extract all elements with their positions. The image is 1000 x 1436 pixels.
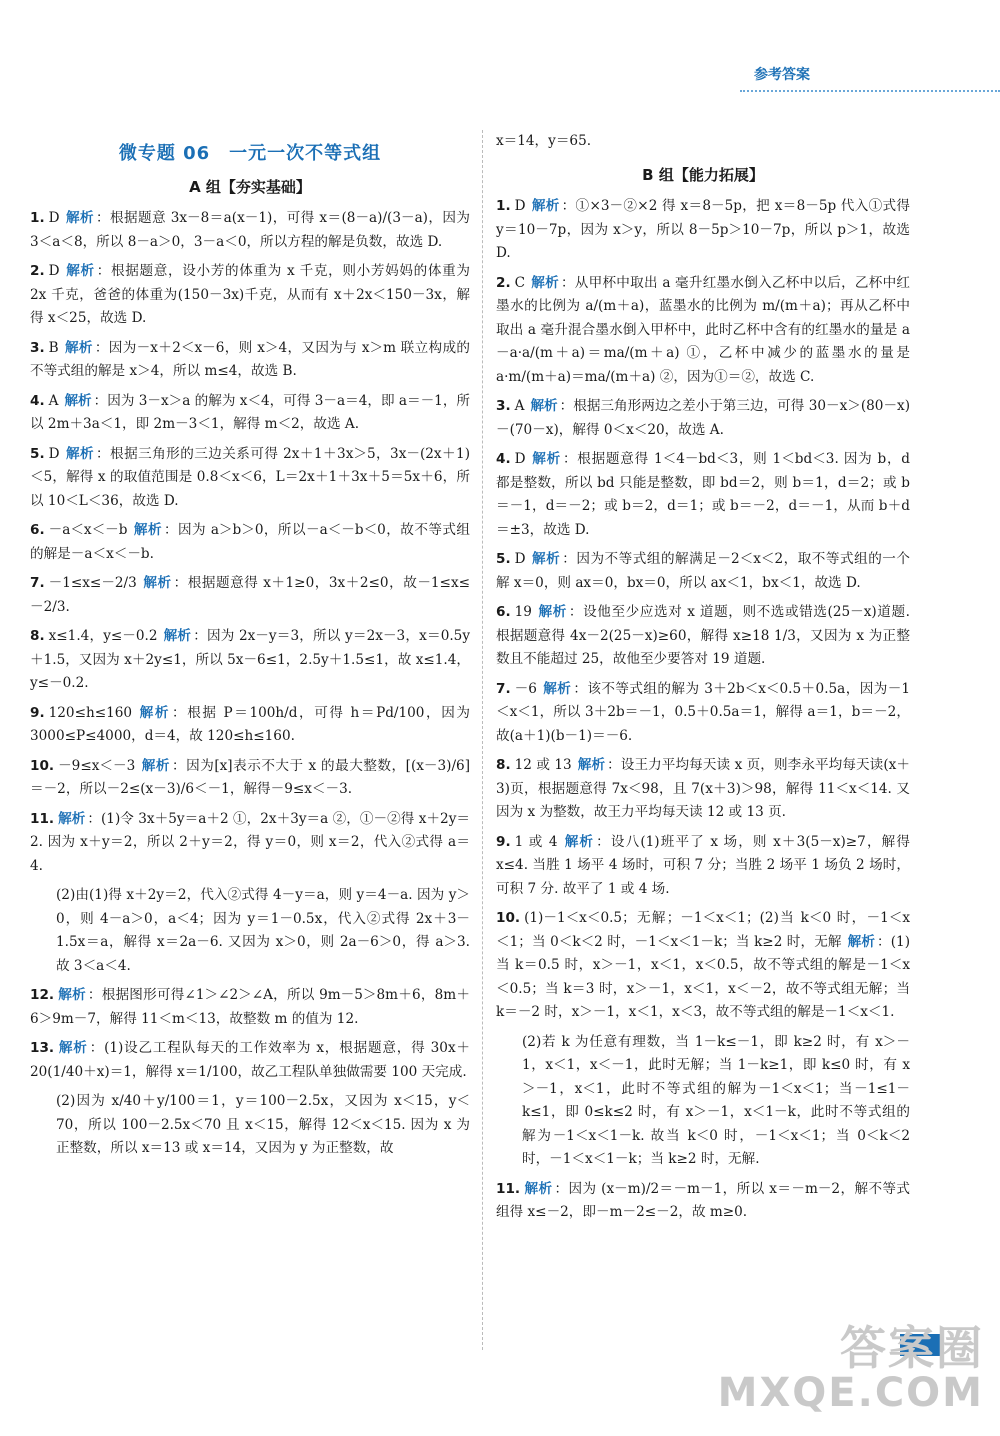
column-divider	[482, 130, 483, 1350]
answer-value: (1)－1＜x＜0.5；无解；－1＜x＜1；(2)当 k＜0 时，－1＜x＜1；当 0＜k＜2 时，－1＜x＜1－k；当 k≥2 时，无解	[496, 910, 910, 950]
analysis-label: 解析	[133, 522, 162, 538]
question-number: 2.	[30, 263, 45, 279]
analysis-label: 解析	[563, 833, 595, 850]
left-column	[30, 130, 470, 1167]
answer-item	[30, 443, 470, 514]
analysis-label: 解析	[58, 987, 86, 1003]
analysis-label: 解析	[163, 628, 192, 644]
analysis-label: 解析	[65, 445, 95, 462]
answer-item	[30, 984, 470, 1031]
analysis-text: ：设八(1)班平了 x 场，则 x＋3(5－x)≥7，解得 x≤4. 当胜 1 场平 4 场时，可积 7 分；当胜 2 场平 1 场负 2 场时，可积 7 分. 故平了 1 或 4 场.	[496, 833, 910, 897]
answer-value: 19	[514, 604, 532, 620]
answer-value: D	[48, 445, 60, 462]
analysis-text: ：根据 P＝100h/d，可得 h＝Pd/100，因为 3000≤P≤4000，d＝4，故 120≤h≤160.	[30, 704, 471, 744]
answer-item	[30, 572, 470, 619]
analysis-text: ：(1)当 k＝0.5 时，x＞－1，x＜1，x＜0.5，故不等式组的解是－1＜x＜0.5；当 k＝3 时，x＞－1，x＜1，x＜－2，故不等式组无解；当 k＝－2 时，x＞－1，x＜1，x＜3，故不等式组的解是－1＜x＜1.	[496, 933, 910, 1020]
watermark-logo: 答案圈	[840, 1320, 984, 1375]
analysis-label: 解析	[577, 757, 606, 773]
answer-value: D	[514, 551, 526, 567]
answer-value: D	[48, 263, 60, 279]
analysis-label: 解析	[142, 575, 172, 591]
analysis-text: ：根据题意得 x＋1≥0，3x＋2≤0，故－1≤x≤－2/3.	[30, 575, 471, 615]
answer-item	[30, 519, 470, 566]
answer-value: 120≤h≤160	[48, 704, 133, 721]
answer-item	[496, 831, 910, 902]
answer-item	[496, 395, 910, 442]
answer-value: A	[48, 392, 59, 409]
question-number: 11.	[496, 1180, 521, 1197]
analysis-text: ：因为不等式组的解满足－2＜x＜2，取不等式组的一个解 x＝0，则 ax＝0，bx＝0，所以 ax＜1，bx＜1，故选 D.	[496, 551, 911, 591]
answer-item	[30, 1037, 470, 1084]
answer-item	[496, 601, 910, 672]
analysis-text: ：根据图形可得∠1＞∠2＞∠A，所以 9m－5＞8m＋6，8m＋6＞9m－7，解得 11＜m＜13，故整数 m 的值为 12.	[30, 987, 470, 1027]
question-number: 4.	[30, 392, 45, 409]
answer-item	[30, 625, 470, 696]
answer-item	[30, 702, 470, 749]
analysis-label: 解析	[847, 933, 876, 950]
watermark-url: MXQE.COM	[717, 1370, 984, 1416]
answer-item	[30, 337, 470, 384]
answer-item	[496, 548, 910, 595]
question-number: 5.	[30, 445, 45, 462]
analysis-label: 解析	[537, 604, 567, 620]
analysis-text: ：从甲杯中取出 a 毫升红墨水倒入乙杯中以后，乙杯中红墨水的比例为 a/(m＋a)，蓝墨水的比例为 m/(m＋a)；再从乙杯中取出 a 毫升混合墨水倒入甲杯中，此时乙杯中含有的红墨水的量是 a－a·a/(m＋a)＝ma/(m＋a) ①，乙杯中减少的蓝墨水的量是 a·m/(m＋a)＝ma/(m＋a) ②，因为①＝②，故选 C.	[496, 274, 911, 385]
left-answer-list	[30, 207, 470, 1161]
answer-item	[30, 207, 470, 254]
analysis-label: 解析	[65, 263, 95, 279]
analysis-text: ：设他至少应选对 x 道题，则不选或错选(25－x)道题. 根据题意得 4x－2(25－x)≥60，解得 x≥18 1/3，又因为 x 为正整数且不能超过 25，故他至少要答对 19 道题.	[496, 604, 911, 667]
analysis-label: 解析	[542, 680, 572, 697]
analysis-text: ：根据三角形的三边关系可得 2x＋1＋3x＞5，3x－(2x＋1)＜5，解得 x 的取值范围是 0.8＜x＜6，L＝2x＋1＋3x＋5＝5x＋6，所以 10＜L＜36，故选 D.	[30, 445, 471, 509]
analysis-label: 解析	[58, 1040, 88, 1056]
analysis-text: ：因为[x]表示不大于 x 的最大整数，[(x－3)/6]＝－2，所以－2≤(x－3)/6＜－1，解得－9≤x＜－3.	[30, 757, 471, 797]
analysis-text: ：根据题意 3x－8＝a(x－1)，可得 x＝(8－a)/(3－a)，因为 3＜a＜8，所以 8－a＞0，3－a＜0，所以方程的解是负数，故选 D.	[30, 210, 470, 250]
analysis-text: ：因为－x＋2＜x－6，则 x＞4，又因为与 x＞m 联立构成的不等式组的解是 x＞4，所以 m≤4，故选 B.	[30, 339, 470, 379]
question-number: 6.	[496, 604, 511, 620]
answer-value: －6	[514, 680, 537, 697]
answer-value: C	[514, 274, 526, 291]
header-tag: 参考答案	[754, 67, 810, 83]
analysis-text: ：①×3－②×2 得 x＝8－5p，把 x＝8－5p 代入①式得 y＝10－7p，因为 x＞y，所以 8－5p＞10－7p，所以 p＞1，故选 D.	[496, 198, 911, 261]
question-number: 7.	[496, 680, 511, 697]
question-number: 12.	[30, 987, 55, 1003]
header-rule	[740, 90, 1000, 92]
group-b-heading: B 组【能力拓展】	[642, 165, 764, 184]
answer-item	[496, 678, 910, 749]
question-number: 9.	[30, 704, 45, 721]
question-number: 8.	[30, 628, 45, 644]
analysis-text: ：根据题意得 1＜4－bd＜3，则 1＜bd＜3. 因为 b，d 都是整数，所以 bd 只能是整数，即 bd＝2，则 b＝1，d＝2；或 b＝－1，d＝－2；或 b＝2，d＝1；或 b＝－2，d＝－1，从而 b＋d＝±3，故选 D.	[496, 451, 911, 538]
analysis-label: 解析	[531, 274, 559, 291]
answer-item	[496, 195, 910, 266]
analysis-text: ：根据三角形两边之差小于第三边，可得 30－x＞(80－x)－(70－x)，解得 0＜x＜20，故选 A.	[496, 398, 911, 438]
analysis-text: ：因为 (x－m)/2＝－m－1，所以 x＝－m－2，解不等式组得 x≤－2，即－m－2≤－2，故 m≥0.	[496, 1180, 911, 1220]
answer-value: D	[514, 451, 526, 467]
analysis-text: ：因为 a＞b＞0，所以－a＜－b＜0，故不等式组的解是－a＜x＜－b.	[30, 522, 471, 562]
question-number: 8.	[496, 757, 511, 773]
analysis-text: ：根据题意，设小芳的体重为 x 千克，则小芳妈妈的体重为 2x 千克，爸爸的体重为(150－3x)千克，从而有 x＋2x＜150－3x，解得 x＜25，故选 D.	[30, 263, 471, 326]
question-number: 1.	[30, 210, 45, 226]
answer-item	[30, 755, 470, 802]
analysis-continuation: (2)若 k 为任意有理数，当 1－k≤－1，即 k≥2 时，有 x＞－1，x＜1，x＜－1，此时无解；当 1－k≥1，即 k≤0 时，有 x＞－1，x＜1，此时不等式组的解为－1＜x＜1；当－1≤1－k≤1，即 0≤k≤2 时，有 x＞－1，x＜1－k，此时不等式组的解为－1＜x＜1－k. 故当 k＜0 时，－1＜x＜1；当 0＜k＜2 时，－1＜x＜1－k；当 k≥2 时，无解.	[522, 1033, 910, 1167]
answer-value: x≤1.4，y≤－0.2	[48, 628, 158, 644]
group-a-heading: A 组【夯实基础】	[189, 177, 311, 196]
analysis-text: ：(1)令 3x＋5y＝a＋2 ①，2x＋3y＝a ②，①－②得 x＋2y＝2. 因为 x＋y＝2，所以 2＋y＝2，得 y＝0，则 x＝2，代入②式得 a＝4.	[30, 810, 470, 874]
analysis-label: 解析	[530, 398, 558, 414]
analysis-text: ：设王力平均每天读 x 页，则李永平均每天读(x＋3)页，根据题意得 7x＜98，且 7(x＋3)＞98，解得 11＜x＜14. 又因为 x 为整数，故王力平均每天读 12 或 13 页.	[496, 757, 910, 820]
page-title: 微专题 06 一元一次不等式组	[118, 143, 382, 164]
answer-value: 1 或 4	[514, 833, 558, 850]
answer-value: D	[514, 198, 526, 214]
answer-value: 12 或 13	[514, 757, 572, 773]
analysis-label: 解析	[141, 757, 170, 774]
answer-item	[496, 1178, 910, 1225]
analysis-label: 解析	[531, 451, 561, 467]
question-number: 11.	[30, 810, 55, 827]
analysis-text: ：因为 3－x＞a 的解为 x＜4，可得 3－a＝4，即 a＝－1，所以 2m＋3a＜1，即 2m－3＜1，解得 m＜2，故选 A.	[30, 392, 471, 432]
answer-item	[496, 272, 910, 390]
analysis-label: 解析	[64, 392, 92, 409]
answer-value: B	[48, 339, 59, 356]
answer-value: D	[48, 210, 60, 226]
analysis-label: 解析	[138, 704, 171, 721]
question-number: 2.	[496, 274, 511, 291]
question-number: 13.	[30, 1040, 55, 1056]
right-answer-list	[496, 195, 910, 1225]
question-number: 4.	[496, 451, 511, 467]
question-number: 3.	[30, 339, 45, 356]
analysis-label: 解析	[65, 210, 94, 226]
question-number: 6.	[30, 522, 45, 538]
analysis-text: ：该不等式组的解为 3＋2b＜x＜0.5＋0.5a，因为－1＜x＜1，所以 3＋2b＝－1，0.5＋0.5a＝1，解得 a＝1，b＝－2，故(a＋1)(b－1)＝－6.	[496, 680, 910, 744]
analysis-text: ：(1)设乙工程队每天的工作效率为 x，根据题意，得 30x＋20(1/40＋x)＝1，解得 x＝1/100，故乙工程队单独做需要 100 天完成.	[30, 1040, 471, 1080]
answer-item	[30, 390, 470, 437]
answer-value: －a＜x＜－b	[48, 522, 128, 538]
question-number: 7.	[30, 575, 45, 591]
answer-value: A	[514, 398, 525, 414]
analysis-label: 解析	[58, 810, 86, 827]
analysis-label: 解析	[531, 551, 561, 567]
continued-answer: x＝14，y＝65.	[496, 133, 592, 149]
analysis-continuation: (2)由(1)得 x＋2y＝2，代入②式得 4－y＝a，则 y＝4－a. 因为 y＞0，则 4－a＞0，a＜4；因为 y＝1－0.5x，代入②式得 2x＋3－1.5x＝a，解得 x＝2a－6. 又因为 x＞0，则 2a－6＞0，得 a＞3. 故 3＜a＜4.	[56, 887, 470, 974]
analysis-label: 解析	[524, 1180, 553, 1197]
question-number: 3.	[496, 398, 511, 414]
question-number: 10.	[30, 757, 55, 774]
question-number: 10.	[496, 910, 521, 926]
answer-item	[496, 448, 910, 542]
answer-item	[30, 260, 470, 331]
watermark	[717, 1320, 984, 1416]
answer-value: －9≤x＜－3	[58, 757, 136, 774]
answer-item	[30, 808, 470, 879]
question-number: 9.	[496, 833, 511, 850]
analysis-continuation: (2)因为 x/40＋y/100＝1，y＝100－2.5x，又因为 x＜15，y＜70，所以 100－2.5x＜70 且 x＜15，解得 12＜x＜15. 因为 x 为正整数，所以 x＝13 或 x＝14，又因为 y 为正整数，故	[56, 1093, 470, 1156]
analysis-label: 解析	[531, 198, 560, 214]
analysis-label: 解析	[64, 339, 93, 356]
question-number: 1.	[496, 198, 511, 214]
analysis-text: ：因为 2x－y＝3，所以 y＝2x－3，x＝0.5y＋1.5，又因为 x＋2y≤1，所以 5x－6≤1，2.5y＋1.5≤1，故 x≤1.4，y≤－0.2.	[30, 628, 470, 691]
answer-item	[496, 754, 910, 825]
right-column	[496, 130, 910, 1231]
answer-item	[496, 907, 910, 1025]
answer-value: －1≤x≤－2/3	[48, 575, 137, 591]
question-number: 5.	[496, 551, 511, 567]
